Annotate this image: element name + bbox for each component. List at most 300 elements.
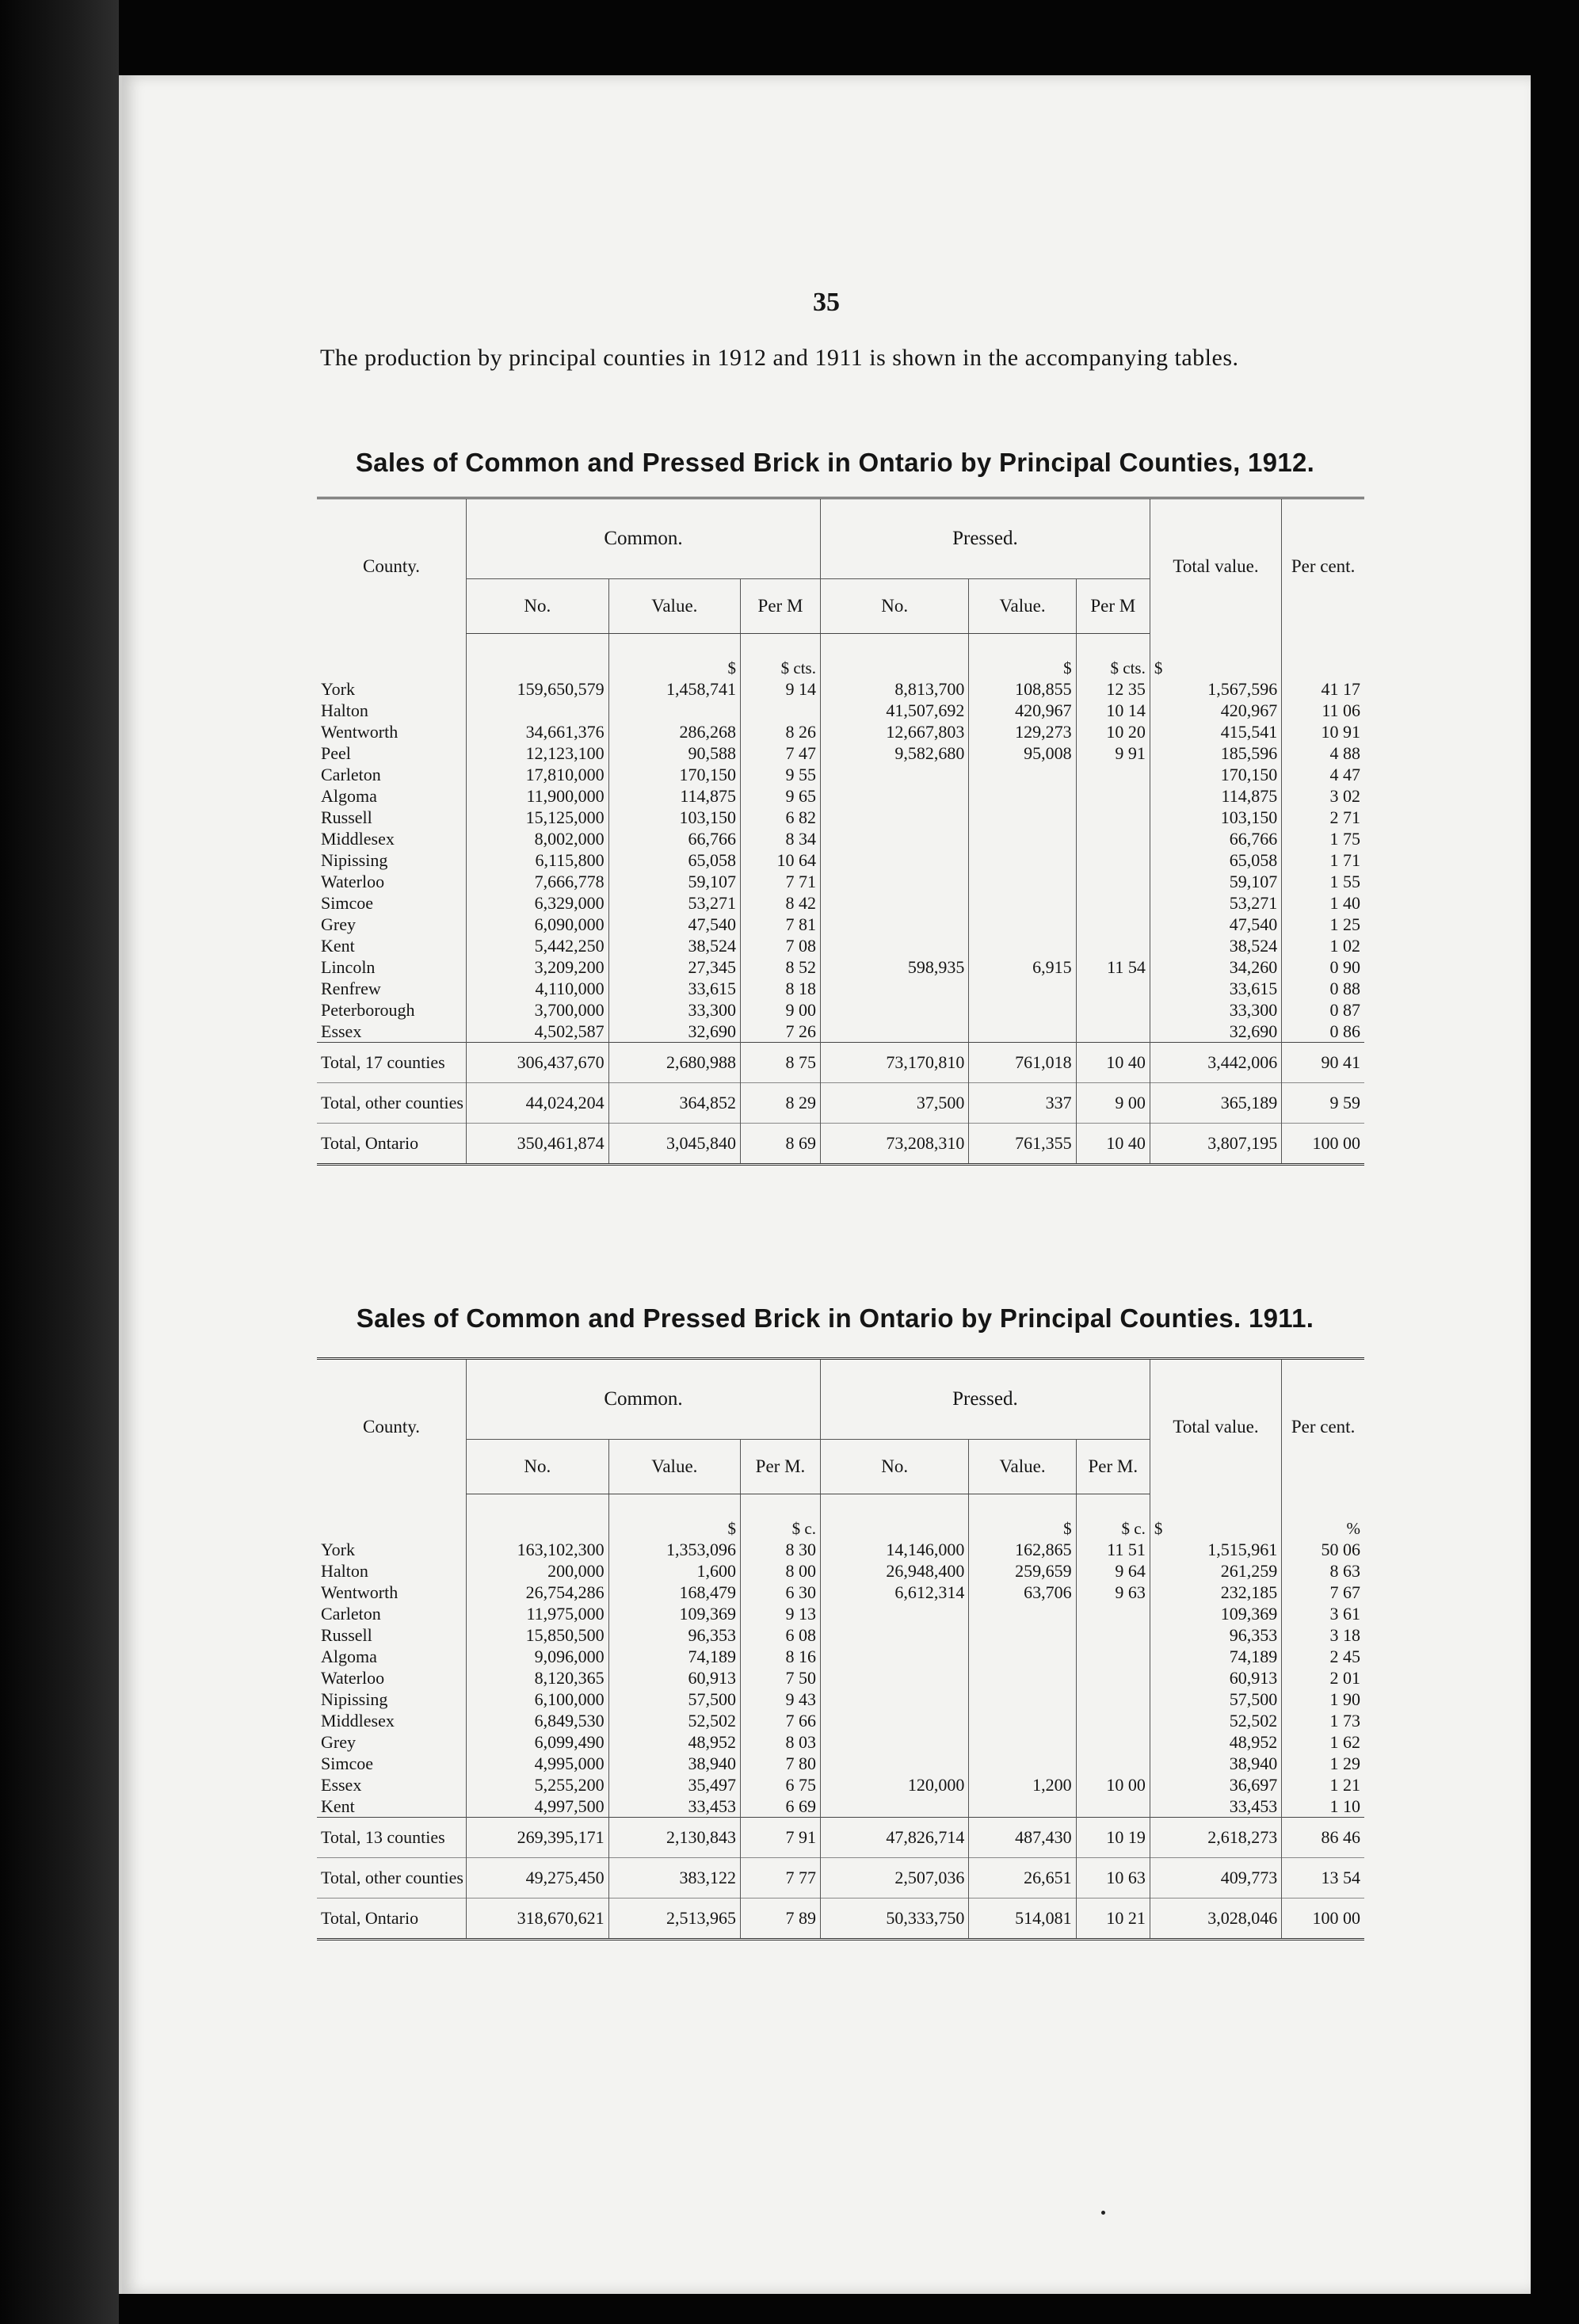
cell-pressed-value: [969, 785, 1076, 807]
cell-county: Peel: [321, 743, 351, 763]
cell-common-per-m: 8 00: [741, 1560, 821, 1582]
cell-county: Total, 17 counties: [317, 1043, 467, 1083]
group-header-pressed: Pressed.: [820, 1359, 1150, 1440]
cell-total-value: 409,773: [1150, 1858, 1281, 1899]
cell-pressed-per-m: [1076, 978, 1150, 999]
cell-total-value: 415,541: [1150, 721, 1281, 742]
column-header-common-no: No.: [467, 579, 609, 634]
cell-county: Halton: [321, 1561, 368, 1581]
cell-per-cent: 1 29: [1282, 1753, 1364, 1774]
cell-total-value: 420,967: [1150, 700, 1281, 721]
cell-common-value: 383,122: [608, 1858, 740, 1899]
table-row: [317, 849, 1364, 871]
cell-county: Total, Ontario: [317, 1124, 467, 1165]
cell-per-cent: 2 01: [1282, 1667, 1364, 1689]
column-header-common-per-m: Per M: [741, 579, 821, 634]
cell-pressed-value: [969, 892, 1076, 914]
cell-common-no: 318,670,621: [467, 1899, 609, 1940]
cell-county: Russell: [321, 1625, 372, 1645]
cell-county: Essex: [321, 1021, 362, 1041]
cell-common-no: 6,849,530: [467, 1710, 609, 1731]
cell-per-cent: 1 71: [1282, 849, 1364, 871]
cell-common-value: 60,913: [608, 1667, 740, 1689]
unit-label: $ cts.: [741, 634, 821, 679]
cell-per-cent: 0 86: [1282, 1021, 1364, 1043]
cell-common-per-m: 8 29: [741, 1083, 821, 1124]
cell-total-value: 3,028,046: [1150, 1899, 1281, 1940]
group-header-common: Common.: [467, 498, 821, 579]
cell-common-no: [467, 700, 609, 721]
cell-pressed-per-m: 10 14: [1076, 700, 1150, 721]
table-row: [317, 700, 1364, 721]
cell-county: Grey: [321, 914, 356, 934]
cell-total-value: 261,259: [1150, 1560, 1281, 1582]
cell-common-per-m: 6 75: [741, 1774, 821, 1795]
cell-total-value: 38,524: [1150, 935, 1281, 956]
cell-per-cent: 1 25: [1282, 914, 1364, 935]
cell-county: Simcoe: [321, 893, 373, 913]
cell-common-no: 6,329,000: [467, 892, 609, 914]
cell-total-value: 48,952: [1150, 1731, 1281, 1753]
cell-common-value: 33,615: [608, 978, 740, 999]
cell-common-per-m: 7 71: [741, 871, 821, 892]
cell-pressed-value: [969, 871, 1076, 892]
cell-common-no: 159,650,579: [467, 678, 609, 700]
cell-pressed-per-m: [1076, 1624, 1150, 1646]
cell-common-per-m: 8 03: [741, 1731, 821, 1753]
cell-pressed-value: [969, 764, 1076, 785]
table-row: [317, 1021, 1364, 1043]
cell-common-per-m: 7 47: [741, 742, 821, 764]
cell-pressed-no: [820, 828, 968, 849]
cell-common-per-m: 8 52: [741, 956, 821, 978]
cell-common-no: 7,666,778: [467, 871, 609, 892]
cell-pressed-per-m: [1076, 1689, 1150, 1710]
table-row: [317, 871, 1364, 892]
cell-common-value: 33,453: [608, 1795, 740, 1818]
cell-common-no: 49,275,450: [467, 1858, 609, 1899]
cell-common-value: 114,875: [608, 785, 740, 807]
cell-pressed-value: [969, 828, 1076, 849]
cell-common-no: 8,120,365: [467, 1667, 609, 1689]
cell-pressed-value: [969, 914, 1076, 935]
column-header-total-value: Total value.: [1150, 498, 1281, 634]
cell-county: Lincoln: [321, 957, 376, 977]
cell-common-value: 3,045,840: [608, 1124, 740, 1165]
cell-county: Middlesex: [321, 1711, 395, 1731]
cell-common-value: [608, 700, 740, 721]
cell-common-per-m: 8 69: [741, 1124, 821, 1165]
cell-pressed-no: 12,667,803: [820, 721, 968, 742]
cell-pressed-value: [969, 1624, 1076, 1646]
cell-pressed-no: 50,333,750: [820, 1899, 968, 1940]
cell-per-cent: 7 67: [1282, 1582, 1364, 1603]
cell-total-value: 53,271: [1150, 892, 1281, 914]
cell-pressed-no: [820, 1646, 968, 1667]
cell-common-no: 8,002,000: [467, 828, 609, 849]
table-row: [317, 956, 1364, 978]
cell-common-per-m: 9 65: [741, 785, 821, 807]
table-row: [317, 1774, 1364, 1795]
cell-pressed-no: [820, 999, 968, 1021]
cell-pressed-value: 6,915: [969, 956, 1076, 978]
column-header-pressed-value: Value.: [969, 1440, 1076, 1494]
cell-common-per-m: 9 00: [741, 999, 821, 1021]
unit-label: $: [1150, 634, 1281, 679]
cell-pressed-no: 8,813,700: [820, 678, 968, 700]
cell-pressed-no: 9,582,680: [820, 742, 968, 764]
column-header-county: County.: [317, 498, 467, 634]
column-header-total-value: Total value.: [1150, 1359, 1281, 1494]
cell-pressed-no: [820, 1689, 968, 1710]
cell-common-per-m: 7 08: [741, 935, 821, 956]
cell-common-per-m: 7 26: [741, 1021, 821, 1043]
cell-common-value: 1,458,741: [608, 678, 740, 700]
cell-total-value: 3,807,195: [1150, 1124, 1281, 1165]
cell-county: Kent: [321, 1796, 355, 1816]
cell-common-no: 269,395,171: [467, 1818, 609, 1858]
cell-pressed-per-m: 12 35: [1076, 678, 1150, 700]
cell-county: Nipissing: [321, 1689, 388, 1709]
cell-common-per-m: 7 50: [741, 1667, 821, 1689]
cell-total-value: 1,515,961: [1150, 1539, 1281, 1560]
table-total-row: [317, 1818, 1364, 1858]
cell-per-cent: 41 17: [1282, 678, 1364, 700]
cell-common-per-m: 8 34: [741, 828, 821, 849]
cell-county: Carleton: [321, 1604, 381, 1624]
cell-common-no: 3,700,000: [467, 999, 609, 1021]
cell-pressed-no: 26,948,400: [820, 1560, 968, 1582]
cell-common-value: 74,189: [608, 1646, 740, 1667]
table-total-row: [317, 1899, 1364, 1940]
cell-common-value: 27,345: [608, 956, 740, 978]
cell-per-cent: 0 87: [1282, 999, 1364, 1021]
cell-county: Total, Ontario: [317, 1899, 467, 1940]
cell-common-per-m: 7 66: [741, 1710, 821, 1731]
cell-pressed-no: [820, 764, 968, 785]
table-1912: [317, 497, 1364, 1166]
cell-pressed-value: [969, 807, 1076, 828]
cell-pressed-no: [820, 871, 968, 892]
cell-common-no: 3,209,200: [467, 956, 609, 978]
cell-pressed-no: [820, 1795, 968, 1818]
cell-pressed-value: 95,008: [969, 742, 1076, 764]
cell-common-no: 4,502,587: [467, 1021, 609, 1043]
table-row: [317, 1603, 1364, 1624]
cell-common-value: 66,766: [608, 828, 740, 849]
cell-pressed-no: [820, 807, 968, 828]
cell-pressed-no: [820, 1667, 968, 1689]
column-header-per-cent: Per cent.: [1282, 498, 1364, 634]
cell-common-no: 350,461,874: [467, 1124, 609, 1165]
cell-pressed-value: [969, 935, 1076, 956]
table-row: [317, 1689, 1364, 1710]
cell-pressed-per-m: [1076, 807, 1150, 828]
cell-per-cent: 100 00: [1282, 1124, 1364, 1165]
cell-total-value: 109,369: [1150, 1603, 1281, 1624]
cell-per-cent: 11 06: [1282, 700, 1364, 721]
cell-common-per-m: 7 89: [741, 1899, 821, 1940]
table-total-row: [317, 1858, 1364, 1899]
cell-common-per-m: 7 77: [741, 1858, 821, 1899]
table-row: [317, 678, 1364, 700]
cell-pressed-value: [969, 1646, 1076, 1667]
cell-pressed-no: 6,612,314: [820, 1582, 968, 1603]
cell-common-value: 168,479: [608, 1582, 740, 1603]
cell-pressed-per-m: [1076, 828, 1150, 849]
cell-pressed-per-m: [1076, 764, 1150, 785]
cell-county: Carleton: [321, 765, 381, 784]
cell-pressed-value: 337: [969, 1083, 1076, 1124]
column-header-per-cent: Per cent.: [1282, 1359, 1364, 1494]
cell-pressed-per-m: 10 00: [1076, 1774, 1150, 1795]
cell-common-per-m: 8 18: [741, 978, 821, 999]
cell-total-value: 57,500: [1150, 1689, 1281, 1710]
cell-common-no: 15,125,000: [467, 807, 609, 828]
cell-per-cent: 13 54: [1282, 1858, 1364, 1899]
table-total-row: [317, 1124, 1364, 1165]
cell-total-value: 59,107: [1150, 871, 1281, 892]
cell-pressed-no: [820, 849, 968, 871]
cell-common-no: 4,997,500: [467, 1795, 609, 1818]
cell-per-cent: 4 47: [1282, 764, 1364, 785]
cell-common-per-m: 8 75: [741, 1043, 821, 1083]
cell-per-cent: 1 90: [1282, 1689, 1364, 1710]
cell-pressed-no: 598,935: [820, 956, 968, 978]
cell-pressed-per-m: 9 00: [1076, 1083, 1150, 1124]
cell-per-cent: 50 06: [1282, 1539, 1364, 1560]
cell-common-no: 6,115,800: [467, 849, 609, 871]
cell-pressed-value: 108,855: [969, 678, 1076, 700]
table-row: [317, 1582, 1364, 1603]
cell-total-value: 33,300: [1150, 999, 1281, 1021]
cell-pressed-per-m: [1076, 1731, 1150, 1753]
cell-common-value: 286,268: [608, 721, 740, 742]
cell-common-per-m: 9 14: [741, 678, 821, 700]
cell-pressed-value: 129,273: [969, 721, 1076, 742]
unit-label: %: [1282, 1494, 1364, 1540]
cell-pressed-value: 259,659: [969, 1560, 1076, 1582]
cell-pressed-per-m: 10 21: [1076, 1899, 1150, 1940]
cell-county: Peterborough: [321, 1000, 415, 1020]
cell-total-value: 52,502: [1150, 1710, 1281, 1731]
cell-total-value: 1,567,596: [1150, 678, 1281, 700]
cell-common-no: 6,099,490: [467, 1731, 609, 1753]
cell-county: Grey: [321, 1732, 356, 1752]
cell-total-value: 103,150: [1150, 807, 1281, 828]
cell-total-value: 38,940: [1150, 1753, 1281, 1774]
cell-common-no: 5,442,250: [467, 935, 609, 956]
cell-pressed-no: 2,507,036: [820, 1858, 968, 1899]
cell-common-no: 9,096,000: [467, 1646, 609, 1667]
cell-total-value: 33,615: [1150, 978, 1281, 999]
cell-pressed-no: [820, 1753, 968, 1774]
cell-county: Kent: [321, 936, 355, 956]
cell-common-value: 109,369: [608, 1603, 740, 1624]
cell-pressed-per-m: 10 20: [1076, 721, 1150, 742]
cell-common-no: 34,661,376: [467, 721, 609, 742]
table-row: [317, 742, 1364, 764]
cell-common-per-m: 10 64: [741, 849, 821, 871]
cell-pressed-per-m: [1076, 1710, 1150, 1731]
cell-common-no: 15,850,500: [467, 1624, 609, 1646]
cell-per-cent: 2 71: [1282, 807, 1364, 828]
page-number: 35: [813, 288, 840, 317]
print-speck: [1101, 2211, 1105, 2215]
cell-pressed-per-m: 9 91: [1076, 742, 1150, 764]
cell-pressed-value: 420,967: [969, 700, 1076, 721]
document-page: [119, 75, 1531, 2294]
cell-pressed-per-m: 9 64: [1076, 1560, 1150, 1582]
cell-pressed-per-m: 10 40: [1076, 1124, 1150, 1165]
cell-county: Wentworth: [321, 722, 399, 742]
cell-per-cent: 1 02: [1282, 935, 1364, 956]
table-row: [317, 978, 1364, 999]
cell-pressed-value: 26,651: [969, 1858, 1076, 1899]
cell-pressed-value: 63,706: [969, 1582, 1076, 1603]
cell-pressed-per-m: [1076, 892, 1150, 914]
table-1912-title: Sales of Common and Pressed Brick in Ontario by Principal Counties, 1912.: [355, 448, 1315, 477]
cell-per-cent: 1 75: [1282, 828, 1364, 849]
unit-label: $: [608, 1494, 740, 1540]
cell-pressed-per-m: 10 40: [1076, 1043, 1150, 1083]
cell-county: Total, other counties: [317, 1083, 467, 1124]
cell-pressed-no: 73,170,810: [820, 1043, 968, 1083]
cell-pressed-per-m: [1076, 849, 1150, 871]
cell-pressed-per-m: [1076, 871, 1150, 892]
unit-label: $ c.: [1076, 1494, 1150, 1540]
cell-total-value: 47,540: [1150, 914, 1281, 935]
cell-pressed-per-m: [1076, 1646, 1150, 1667]
table-1911-title: Sales of Common and Pressed Brick in Ontario by Principal Counties. 1911.: [356, 1303, 1314, 1333]
cell-per-cent: 3 18: [1282, 1624, 1364, 1646]
cell-common-per-m: 6 30: [741, 1582, 821, 1603]
cell-total-value: 65,058: [1150, 849, 1281, 871]
cell-common-value: 38,940: [608, 1753, 740, 1774]
cell-county: Essex: [321, 1775, 362, 1795]
cell-total-value: 170,150: [1150, 764, 1281, 785]
column-header-pressed-per-m: Per M.: [1076, 1440, 1150, 1494]
cell-per-cent: 86 46: [1282, 1818, 1364, 1858]
cell-pressed-no: [820, 978, 968, 999]
cell-pressed-per-m: 9 63: [1076, 1582, 1150, 1603]
cell-pressed-per-m: [1076, 785, 1150, 807]
cell-common-no: 6,100,000: [467, 1689, 609, 1710]
cell-county: York: [321, 679, 356, 699]
cell-total-value: 185,596: [1150, 742, 1281, 764]
cell-pressed-value: [969, 1710, 1076, 1731]
cell-per-cent: 0 90: [1282, 956, 1364, 978]
cell-common-value: 2,680,988: [608, 1043, 740, 1083]
column-header-common-per-m: Per M.: [741, 1440, 821, 1494]
cell-per-cent: 100 00: [1282, 1899, 1364, 1940]
cell-common-per-m: 6 69: [741, 1795, 821, 1818]
column-header-pressed-value: Value.: [969, 579, 1076, 634]
cell-common-no: 4,110,000: [467, 978, 609, 999]
column-header-common-value: Value.: [608, 579, 740, 634]
cell-total-value: 32,690: [1150, 1021, 1281, 1043]
cell-pressed-value: [969, 1667, 1076, 1689]
cell-common-value: 2,513,965: [608, 1899, 740, 1940]
cell-pressed-value: [969, 1689, 1076, 1710]
column-header-pressed-no: No.: [820, 579, 968, 634]
unit-label: $: [969, 634, 1076, 679]
cell-pressed-per-m: [1076, 1603, 1150, 1624]
cell-county: Waterloo: [321, 872, 385, 891]
cell-pressed-no: [820, 1731, 968, 1753]
table-row: [317, 892, 1364, 914]
cell-per-cent: 4 88: [1282, 742, 1364, 764]
table-row: [317, 764, 1364, 785]
cell-county: Waterloo: [321, 1668, 385, 1688]
table-row: [317, 785, 1364, 807]
cell-pressed-value: 487,430: [969, 1818, 1076, 1858]
cell-pressed-no: 41,507,692: [820, 700, 968, 721]
table-row: [317, 807, 1364, 828]
cell-county: Algoma: [321, 786, 377, 806]
cell-total-value: 114,875: [1150, 785, 1281, 807]
cell-total-value: 365,189: [1150, 1083, 1281, 1124]
cell-total-value: 66,766: [1150, 828, 1281, 849]
cell-common-value: 57,500: [608, 1689, 740, 1710]
table-row: [317, 1539, 1364, 1560]
cell-common-no: 163,102,300: [467, 1539, 609, 1560]
cell-pressed-value: 761,018: [969, 1043, 1076, 1083]
cell-common-value: 47,540: [608, 914, 740, 935]
cell-total-value: 2,618,273: [1150, 1818, 1281, 1858]
column-header-county: County.: [317, 1359, 467, 1494]
cell-pressed-no: [820, 892, 968, 914]
cell-pressed-value: [969, 978, 1076, 999]
cell-pressed-value: [969, 849, 1076, 871]
cell-total-value: 36,697: [1150, 1774, 1281, 1795]
scan-border: [0, 0, 119, 2324]
cell-per-cent: 0 88: [1282, 978, 1364, 999]
unit-label: $: [608, 634, 740, 679]
cell-common-value: 96,353: [608, 1624, 740, 1646]
cell-pressed-per-m: 10 19: [1076, 1818, 1150, 1858]
cell-common-per-m: 9 55: [741, 764, 821, 785]
cell-total-value: 74,189: [1150, 1646, 1281, 1667]
group-header-common: Common.: [467, 1359, 821, 1440]
cell-pressed-value: [969, 1753, 1076, 1774]
cell-common-no: 6,090,000: [467, 914, 609, 935]
cell-common-value: 65,058: [608, 849, 740, 871]
cell-pressed-value: 761,355: [969, 1124, 1076, 1165]
cell-common-value: 35,497: [608, 1774, 740, 1795]
cell-common-value: 48,952: [608, 1731, 740, 1753]
cell-common-per-m: [741, 700, 821, 721]
cell-total-value: 232,185: [1150, 1582, 1281, 1603]
cell-common-value: 2,130,843: [608, 1818, 740, 1858]
cell-pressed-value: 162,865: [969, 1539, 1076, 1560]
group-header-pressed: Pressed.: [820, 498, 1150, 579]
cell-pressed-per-m: 11 54: [1076, 956, 1150, 978]
unit-label: $: [969, 1494, 1076, 1540]
unit-label: $ c.: [741, 1494, 821, 1540]
cell-pressed-no: [820, 785, 968, 807]
cell-common-per-m: 7 80: [741, 1753, 821, 1774]
cell-per-cent: 2 45: [1282, 1646, 1364, 1667]
table-row: [317, 914, 1364, 935]
cell-county: York: [321, 1540, 356, 1559]
cell-total-value: 60,913: [1150, 1667, 1281, 1689]
cell-pressed-no: [820, 914, 968, 935]
cell-pressed-no: 73,208,310: [820, 1124, 968, 1165]
cell-pressed-no: [820, 1603, 968, 1624]
table-total-row: [317, 1043, 1364, 1083]
table-row: [317, 1560, 1364, 1582]
